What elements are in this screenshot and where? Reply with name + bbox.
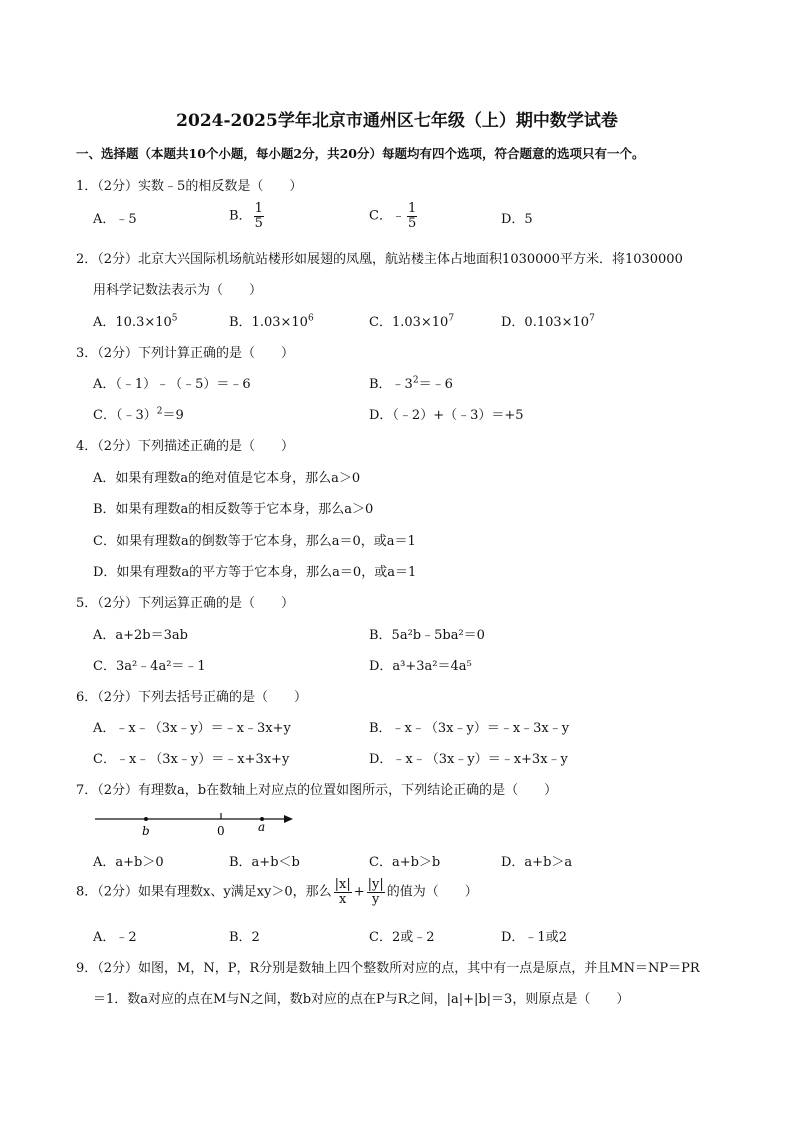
exponent: 2 [156,406,163,417]
question-9-stem-line-2: ＝1．数a对应的点在M与N之间，数b对应的点在P与R之间，|a|+|b|＝3，则原点是（ ） [93,992,630,1007]
question-7-stem: 7．（2分）有理数a，b在数轴上对应点的位置如图所示，下列结论正确的是（ ） [76,783,558,798]
q8-stem-start: 8．（2分）如果有理数x、y满足xy＞0，那么 [76,884,332,900]
q2-option-a [93,311,178,330]
question-3-stem: 3．（2分）下列计算正确的是（ ） [76,346,295,361]
exponent: 2 [412,375,419,386]
fraction-denominator: 5 [254,215,263,231]
q6-option-a: A．﹣x﹣（3x﹣y）＝﹣x﹣3x+y [93,721,291,736]
q3-option-b-result: ＝﹣6 [418,377,453,392]
q1-option-d: D．5 [501,212,533,227]
point-b [144,817,148,821]
q1-option-b-label: B． [229,208,252,224]
fraction-numerator: |y| [367,877,384,892]
q2-option-c-text: C．1.03×10 [369,315,449,330]
question-1-stem: 1．（2分）实数﹣5的相反数是（ ） [76,179,303,194]
exponent: 6 [307,313,314,324]
question-2-stem-line-2: 用科学记数法表示为（ ） [93,283,263,298]
q2-option-b [229,311,314,330]
q1-option-c-fraction [407,202,417,230]
fraction-denominator: 5 [407,215,417,231]
page-title: 2024-2025学年北京市通州区七年级（上）期中数学试卷 [176,111,618,131]
q4-option-d: D．如果有理数a的平方等于它本身，那么a＝0，或a＝1 [93,565,417,580]
plus-sign: + [353,884,365,900]
exponent: 5 [171,313,178,324]
q5-option-d: D．a³+3a²＝4a⁵ [369,659,472,674]
q3-option-d: D．（﹣2）+（﹣3）＝+5 [369,408,524,423]
q2-option-d [501,311,595,330]
q7-option-c: C．a+b＞b [369,855,441,870]
q1-option-b-fraction [254,202,264,230]
q3-option-b [369,373,453,392]
section-heading: 一、选择题（本题共10个小题，每小题2分，共20分）每题均有四个选项，符合题意的选项只有一个。 [76,146,645,161]
q6-option-d: D．﹣x﹣（3x﹣y）＝﹣x+3x﹣y [369,752,568,767]
q5-option-c: C．3a²﹣4a²＝﹣1 [93,659,206,674]
q3-option-a: A．（﹣1）﹣（﹣5）＝﹣6 [93,377,251,392]
q7-option-b: B．a+b＜b [229,855,300,870]
question-4-stem: 4．（2分）下列描述正确的是（ ） [76,439,295,454]
q8-option-d: D．﹣1或2 [501,930,567,945]
q3-option-b-text: B．﹣3 [369,377,413,392]
q2-option-b-text: B．1.03×10 [229,315,308,330]
question-5-stem: 5．（2分）下列运算正确的是（ ） [76,596,295,611]
q1-option-c-label: C．﹣ [369,208,405,224]
number-line-figure [90,808,300,840]
question-6-stem: 6．（2分）下列去括号正确的是（ ） [76,690,308,705]
label-b: b [142,824,150,838]
question-2-stem-line-1: 2．（2分）北京大兴国际机场航站楼形如展翅的凤凰，航站楼主体占地面积1030000平方米．将1030000 [76,252,683,267]
q8-option-b: B．2 [229,930,260,945]
fraction-denominator: y [372,891,380,907]
q1-option-c [369,202,419,230]
q6-option-c: C．﹣x﹣（3x﹣y）＝﹣x+3x+y [93,752,290,767]
label-zero: 0 [217,824,225,838]
q4-option-a: A．如果有理数a的绝对值是它本身，那么a＞0 [93,471,361,486]
exponent: 7 [448,313,455,324]
q2-option-c [369,311,454,330]
label-a: a [258,820,266,834]
fraction-numerator: 1 [254,201,263,216]
q8-stem-end: 的值为（ ） [386,884,478,900]
q6-option-b: B．﹣x﹣（3x﹣y）＝﹣x﹣3x﹣y [369,721,570,736]
q1-option-b [229,202,266,230]
question-8-stem [76,878,478,906]
question-9-stem-line-1: 9．（2分）如图，M，N，P，R分别是数轴上四个整数所对应的点，其中有一点是原点，并且MN＝NP＝PR [76,961,700,976]
q3-option-c [93,404,184,423]
q2-option-d-text: D．0.103×10 [501,315,590,330]
fraction-numerator: |x| [334,877,351,892]
fraction-numerator: 1 [407,201,417,216]
q5-option-b: B．5a²b﹣5ba²＝0 [369,628,485,643]
q3-option-c-text: C．（﹣3） [93,408,157,423]
q7-option-a: A．a+b＞0 [93,855,164,870]
q7-option-d: D．a+b＞a [501,855,573,870]
q8-option-c: C．2或﹣2 [369,930,435,945]
exponent: 7 [589,313,595,324]
q4-option-c: C．如果有理数a的倒数等于它本身，那么a＝0，或a＝1 [93,534,416,549]
q8-option-a: A．﹣2 [93,930,137,945]
fraction-denominator: x [339,891,347,907]
axis-arrow [284,815,293,823]
q4-option-b: B．如果有理数a的相反数等于它本身，那么a＞0 [93,502,374,517]
q3-option-c-result: ＝9 [162,408,184,423]
q1-option-a: A．﹣5 [93,212,137,227]
q5-option-a: A．a+2b＝3ab [93,628,188,643]
abs-x-over-x-fraction [334,878,352,906]
q2-option-a-text: A．10.3×10 [93,315,172,330]
abs-y-over-y-fraction [367,878,385,906]
